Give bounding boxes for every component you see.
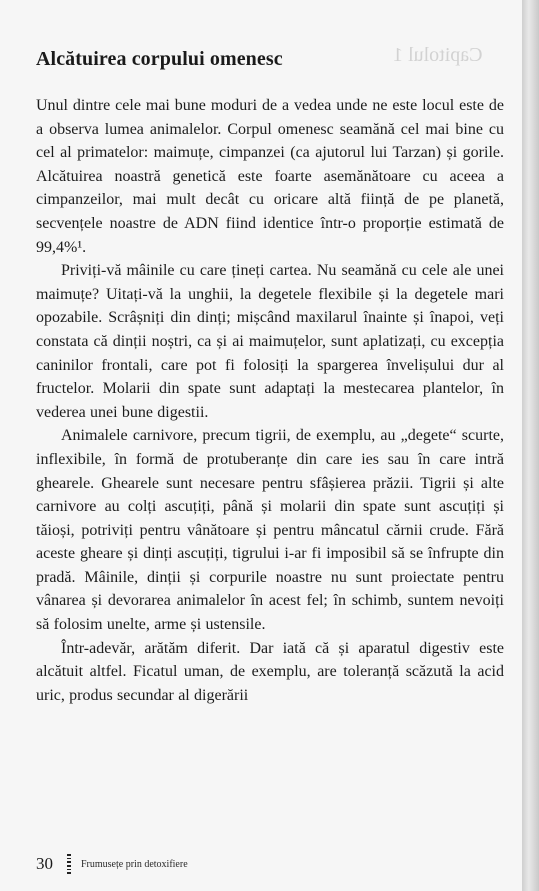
footer-bars-icon [67, 854, 71, 874]
section-title: Alcătuirea corpului omenesc [36, 48, 283, 70]
paragraph-2: Priviți-vă mâinile cu care țineți cartea. Nu seamănă cu cele ale unei maimuțe? Uitați-vă la unghii, la degetele flexibile și la degetele mari opozabile. Scrâșniți din dinți; mișcând maxilarul înainte și înapoi, veți constata că dinții noștri, ca și ai maimuțelor, sunt aplatizați, cu excepția caninilor frontali, care pot fi folosiți la spargerea învelișului dur al fructelor. Molarii din spate sunt adaptați la mestecarea plantelor, în vederea unei bune digestii. [36, 262, 504, 421]
page-edge [522, 0, 539, 891]
page-number: 30 [36, 854, 53, 873]
paragraph-3: Animalele carnivore, precum tigrii, de exemplu, au „degete“ scurte, inflexibile, în formă de protuberanțe din care ies sau în care intră ghearele. Ghearele sunt necesare pentru sfâșierea prăzii. Tigrii și alte carnivore au colți ascuțiți, până și molarii din spate sunt ascuțiți și tăioși, potriviți pentru vânătoare și pentru mâncatul cărnii crude. Fără aceste gheare și dinți ascuțiți, tigrului i-ar fi imposibil să se înfrupte din pradă. Mâinile, dinții și corpurile noastre nu sunt proiectate pentru vânarea și devorarea animalelor în acest fel; în schimb, suntem nevoiți să folosim unelte, arme și ustensile. [36, 427, 504, 634]
paragraph-1: Unul dintre cele mai bune moduri de a vedea unde ne este locul este de a observa lumea animalelor. Corpul omenesc seamănă cel mai bine cu cel al primatelor: maimuțe, cimpanzei (ca ajutorul lui Tarzan) și gorile. Alcătuirea noastră genetică este foarte asemănătoare cu aceea a cimpanzeilor, mai mult decât cu oricare altă ființă de pe planetă, secvențele noastre de ADN fiind identice într-o proporție estimată de 99,4%¹. [36, 97, 504, 256]
body-text [36, 94, 504, 707]
paragraph-4: Într-adevăr, arătăm diferit. Dar iată că și aparatul digestiv este alcătuit altfel. Ficatul uman, de exemplu, are toleranță scăzută la acid uric, produs secundar al digerării [36, 639, 504, 704]
bleed-through-heading: Capitolul 1 [392, 44, 482, 66]
page-footer [36, 853, 188, 875]
running-footer-title: Frumusețe prin detoxifiere [81, 858, 188, 870]
